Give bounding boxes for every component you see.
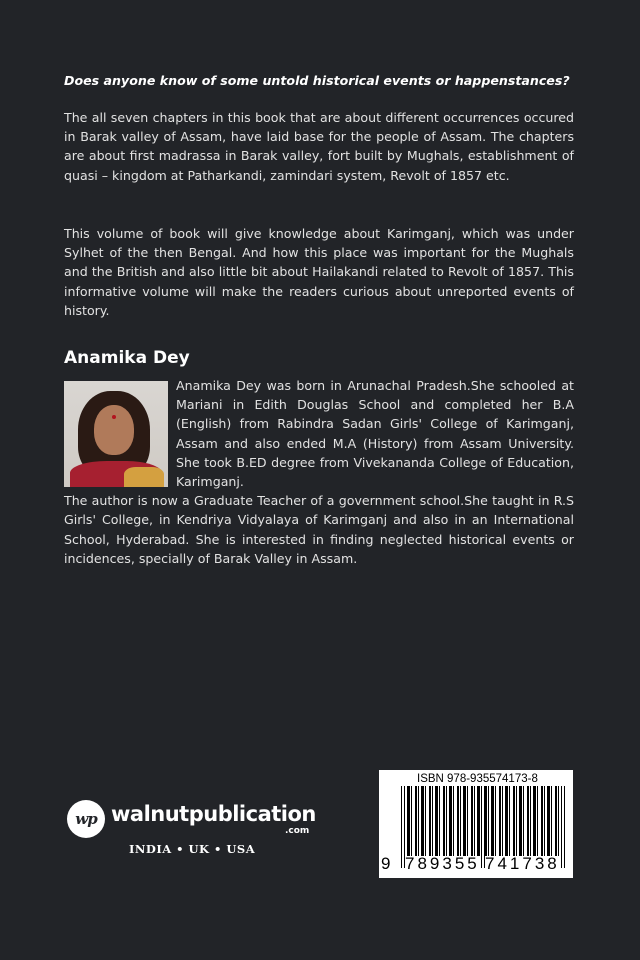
blurb-paragraph-2: This volume of book will give knowledge about Karimganj, which was under Sylhet of the then Bengal. And how this place was important for the Mughals and the British and also little bit about Hailakandi related to Revolt of 1857. This informative volume will make the readers curious about unreported events of history.: [64, 226, 574, 318]
blurb-tagline: Does anyone know of some untold historical events or happenstances?: [64, 73, 570, 88]
barcode-bars: [401, 786, 565, 856]
blurb-paragraph-1: The all seven chapters in this book that are about different occurrences occured in Barak valley of Assam, have laid base for the people of Assam. The chapters are about first madrassa in Barak valley, fort built by Mughals, establishment of quasi – kingdom at Patharkandi, zamindari system, Revolt of 1857 etc.: [64, 110, 574, 183]
author-photo: [64, 381, 168, 487]
barcode-digit-first: 9: [381, 854, 391, 873]
barcode-digits-left: 789355: [405, 854, 480, 873]
publisher-logo-icon: [67, 800, 105, 838]
author-bio: [64, 376, 574, 568]
barcode-digits-right: 741738: [485, 854, 560, 873]
author-name: Anamika Dey: [64, 348, 190, 368]
publisher-name: walnutpublication: [111, 802, 316, 826]
publisher-regions: INDIA • UK • USA: [129, 842, 256, 856]
isbn-barcode: [379, 770, 573, 878]
publisher-domain: .com: [285, 826, 310, 836]
isbn-label: ISBN 978-935574173-8: [417, 773, 538, 785]
author-bio-paragraph-1: Anamika Dey was born in Arunachal Pradesh.She schooled at Mariani in Edith Douglas School and completed her B.A (English) from Rabindra Sadan Girls' College of Karimganj, Assam and also ended M.A (History) from Assam University. She took B.ED degree from Vivekananda College of Education, Karimganj.: [176, 378, 574, 490]
publisher-logo-mark: wp: [75, 810, 97, 828]
publisher-block: [67, 798, 327, 868]
author-bio-paragraph-2: The author is now a Graduate Teacher of a government school.She taught in R.S Girls' College, in Kendriya Vidyalaya of Karimganj and also in an International School, Hyderabad. She is interested in finding neglected historical events or incidences, specially of Barak Valley in Assam.: [64, 493, 574, 566]
